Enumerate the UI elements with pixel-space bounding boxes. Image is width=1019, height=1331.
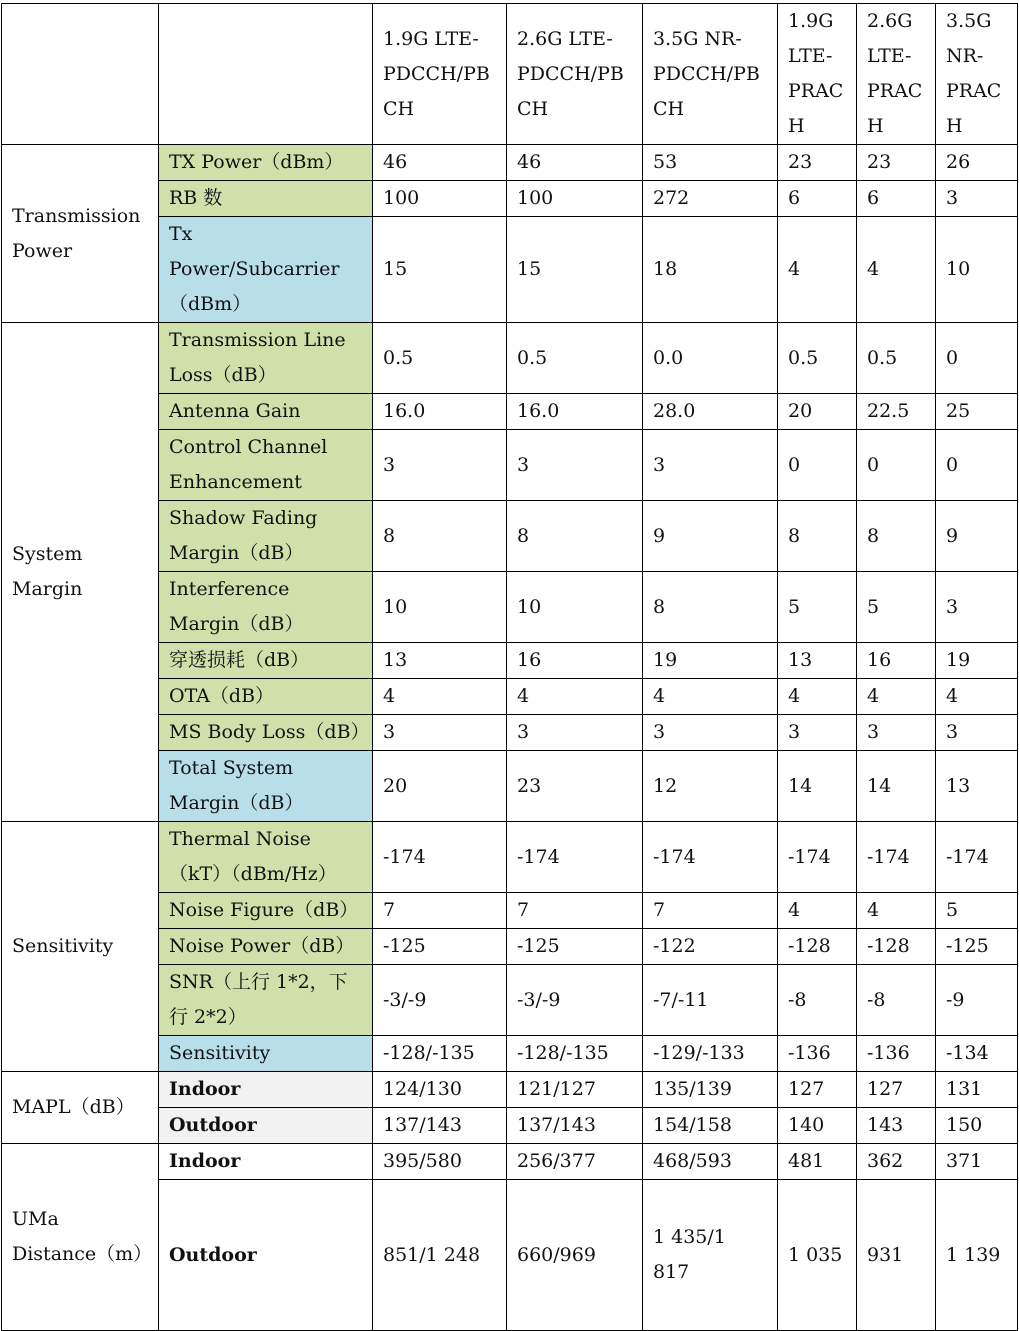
value-cell: -122 <box>643 929 778 965</box>
value-cell: 5 <box>936 893 1018 929</box>
parameter-label: TX Power（dBm） <box>159 145 373 181</box>
parameter-label: Shadow Fading Margin（dB） <box>159 501 373 572</box>
value-cell: -3/-9 <box>373 965 507 1036</box>
value-cell: 256/377 <box>507 1144 643 1180</box>
parameter-label: RB 数 <box>159 181 373 217</box>
value-cell: 23 <box>507 751 643 822</box>
parameter-label: SNR（上行 1*2，下行 2*2） <box>159 965 373 1036</box>
value-cell: 100 <box>373 181 507 217</box>
value-cell: 5 <box>778 572 857 643</box>
value-cell: 135/139 <box>643 1072 778 1108</box>
value-cell: 0.0 <box>643 323 778 394</box>
value-cell: 8 <box>643 572 778 643</box>
value-cell: 23 <box>857 145 936 181</box>
value-cell: 3 <box>778 715 857 751</box>
parameter-label: OTA（dB） <box>159 679 373 715</box>
value-cell: 4 <box>373 679 507 715</box>
value-cell: 851/1 248 <box>373 1180 507 1331</box>
value-cell: 19 <box>936 643 1018 679</box>
value-cell: 4 <box>857 893 936 929</box>
value-cell: 53 <box>643 145 778 181</box>
value-cell: 481 <box>778 1144 857 1180</box>
parameter-label: Antenna Gain <box>159 394 373 430</box>
value-cell: 3 <box>936 572 1018 643</box>
value-cell: 100 <box>507 181 643 217</box>
value-cell: -174 <box>507 822 643 893</box>
table-row <box>2 145 1018 181</box>
corner-cell <box>2 4 159 145</box>
value-cell: 0.5 <box>373 323 507 394</box>
value-cell: 362 <box>857 1144 936 1180</box>
value-cell: 140 <box>778 1108 857 1144</box>
category-sensitivity: Sensitivity <box>2 822 159 1072</box>
value-cell: 150 <box>936 1108 1018 1144</box>
value-cell: 3 <box>507 430 643 501</box>
value-cell: 137/143 <box>373 1108 507 1144</box>
column-header: 3.5G NR-PRACH <box>936 4 1018 145</box>
parameter-label: 穿透损耗（dB） <box>159 643 373 679</box>
parameter-label: Sensitivity <box>159 1036 373 1072</box>
value-cell: -129/-133 <box>643 1036 778 1072</box>
value-cell: 16.0 <box>373 394 507 430</box>
value-cell: 143 <box>857 1108 936 1144</box>
value-cell: 0.5 <box>778 323 857 394</box>
value-cell: 4 <box>778 679 857 715</box>
value-cell: 20 <box>373 751 507 822</box>
value-cell: 4 <box>507 679 643 715</box>
table-row <box>2 822 1018 893</box>
parameter-label: Thermal Noise（kT）（dBm/Hz） <box>159 822 373 893</box>
value-cell: 0 <box>936 323 1018 394</box>
value-cell: 124/130 <box>373 1072 507 1108</box>
value-cell: 9 <box>936 501 1018 572</box>
value-cell: 137/143 <box>507 1108 643 1144</box>
value-cell: -125 <box>936 929 1018 965</box>
parameter-label: Transmission Line Loss（dB） <box>159 323 373 394</box>
column-header: 1.9G LTE-PDCCH/PBCH <box>373 4 507 145</box>
value-cell: -9 <box>936 965 1018 1036</box>
column-header: 3.5G NR-PDCCH/PBCH <box>643 4 778 145</box>
value-cell: 12 <box>643 751 778 822</box>
value-cell: -136 <box>857 1036 936 1072</box>
value-cell: 13 <box>373 643 507 679</box>
value-cell: 20 <box>778 394 857 430</box>
value-cell: 7 <box>507 893 643 929</box>
value-cell: 46 <box>507 145 643 181</box>
value-cell: -174 <box>373 822 507 893</box>
value-cell: 131 <box>936 1072 1018 1108</box>
value-cell: -174 <box>857 822 936 893</box>
value-cell: 3 <box>373 715 507 751</box>
parameter-label: MS Body Loss（dB） <box>159 715 373 751</box>
value-cell: 16.0 <box>507 394 643 430</box>
value-cell: 4 <box>778 893 857 929</box>
value-cell: 0.5 <box>507 323 643 394</box>
value-cell: -134 <box>936 1036 1018 1072</box>
value-cell: -7/-11 <box>643 965 778 1036</box>
value-cell: -174 <box>643 822 778 893</box>
value-cell: 13 <box>936 751 1018 822</box>
value-cell: 19 <box>643 643 778 679</box>
parameter-label: Indoor <box>159 1072 373 1108</box>
value-cell: 15 <box>373 217 507 323</box>
column-header: 2.6G LTE-PRACH <box>857 4 936 145</box>
value-cell: -125 <box>373 929 507 965</box>
value-cell: 371 <box>936 1144 1018 1180</box>
value-cell: 468/593 <box>643 1144 778 1180</box>
value-cell: 0 <box>778 430 857 501</box>
value-cell: 0 <box>936 430 1018 501</box>
category-system-margin: System Margin <box>2 323 159 822</box>
value-cell: 8 <box>857 501 936 572</box>
table-row <box>2 1072 1018 1108</box>
value-cell: 0 <box>857 430 936 501</box>
value-cell: 4 <box>857 679 936 715</box>
value-cell: 1 139 <box>936 1180 1018 1331</box>
value-cell: 16 <box>857 643 936 679</box>
value-cell: 121/127 <box>507 1072 643 1108</box>
value-cell: 8 <box>373 501 507 572</box>
value-cell: 14 <box>857 751 936 822</box>
value-cell: 46 <box>373 145 507 181</box>
value-cell: 4 <box>643 679 778 715</box>
value-cell: 15 <box>507 217 643 323</box>
value-cell: 28.0 <box>643 394 778 430</box>
value-cell: 16 <box>507 643 643 679</box>
value-cell: 6 <box>857 181 936 217</box>
value-cell: 5 <box>857 572 936 643</box>
value-cell: 1 435/1 817 <box>643 1180 778 1331</box>
parameter-label: Outdoor <box>159 1108 373 1144</box>
value-cell: 272 <box>643 181 778 217</box>
value-cell: -125 <box>507 929 643 965</box>
value-cell: 6 <box>778 181 857 217</box>
value-cell: 4 <box>857 217 936 323</box>
value-cell: -136 <box>778 1036 857 1072</box>
column-header: 1.9G LTE-PRACH <box>778 4 857 145</box>
value-cell: 8 <box>507 501 643 572</box>
value-cell: -174 <box>936 822 1018 893</box>
value-cell: 25 <box>936 394 1018 430</box>
value-cell: 3 <box>857 715 936 751</box>
value-cell: -128 <box>857 929 936 965</box>
value-cell: 3 <box>507 715 643 751</box>
value-cell: 23 <box>778 145 857 181</box>
value-cell: -174 <box>778 822 857 893</box>
table-row <box>2 1144 1018 1180</box>
value-cell: 154/158 <box>643 1108 778 1144</box>
value-cell: 7 <box>643 893 778 929</box>
value-cell: 10 <box>936 217 1018 323</box>
value-cell: 10 <box>373 572 507 643</box>
value-cell: 931 <box>857 1180 936 1331</box>
value-cell: 9 <box>643 501 778 572</box>
parameter-label: Indoor <box>159 1144 373 1180</box>
value-cell: 4 <box>936 679 1018 715</box>
value-cell: 1 035 <box>778 1180 857 1331</box>
parameter-label: Outdoor <box>159 1180 373 1331</box>
category-mapl: MAPL（dB） <box>2 1072 159 1144</box>
parameter-label: Total System Margin（dB） <box>159 751 373 822</box>
link-budget-table <box>1 3 1018 1331</box>
value-cell: 13 <box>778 643 857 679</box>
parameter-label: Noise Figure（dB） <box>159 893 373 929</box>
parameter-label: Noise Power（dB） <box>159 929 373 965</box>
value-cell: 3 <box>643 430 778 501</box>
category-transmission-power: Transmission Power <box>2 145 159 323</box>
corner-cell <box>159 4 373 145</box>
value-cell: 0.5 <box>857 323 936 394</box>
category-uma-distance: UMa Distance（m） <box>2 1144 159 1331</box>
value-cell: 14 <box>778 751 857 822</box>
value-cell: 26 <box>936 145 1018 181</box>
value-cell: -3/-9 <box>507 965 643 1036</box>
value-cell: 18 <box>643 217 778 323</box>
value-cell: 7 <box>373 893 507 929</box>
value-cell: 3 <box>643 715 778 751</box>
value-cell: 4 <box>778 217 857 323</box>
value-cell: 127 <box>778 1072 857 1108</box>
value-cell: 3 <box>936 181 1018 217</box>
value-cell: 3 <box>373 430 507 501</box>
value-cell: -8 <box>778 965 857 1036</box>
table-row <box>2 323 1018 394</box>
parameter-label: Control Channel Enhancement <box>159 430 373 501</box>
parameter-label: Interference Margin（dB） <box>159 572 373 643</box>
value-cell: 660/969 <box>507 1180 643 1331</box>
value-cell: 10 <box>507 572 643 643</box>
value-cell: 8 <box>778 501 857 572</box>
value-cell: 22.5 <box>857 394 936 430</box>
value-cell: -128 <box>778 929 857 965</box>
value-cell: 395/580 <box>373 1144 507 1180</box>
value-cell: 3 <box>936 715 1018 751</box>
value-cell: -8 <box>857 965 936 1036</box>
value-cell: -128/-135 <box>373 1036 507 1072</box>
parameter-label: Tx Power/Subcarrier（dBm） <box>159 217 373 323</box>
header-row <box>2 4 1018 145</box>
value-cell: -128/-135 <box>507 1036 643 1072</box>
value-cell: 127 <box>857 1072 936 1108</box>
column-header: 2.6G LTE-PDCCH/PBCH <box>507 4 643 145</box>
